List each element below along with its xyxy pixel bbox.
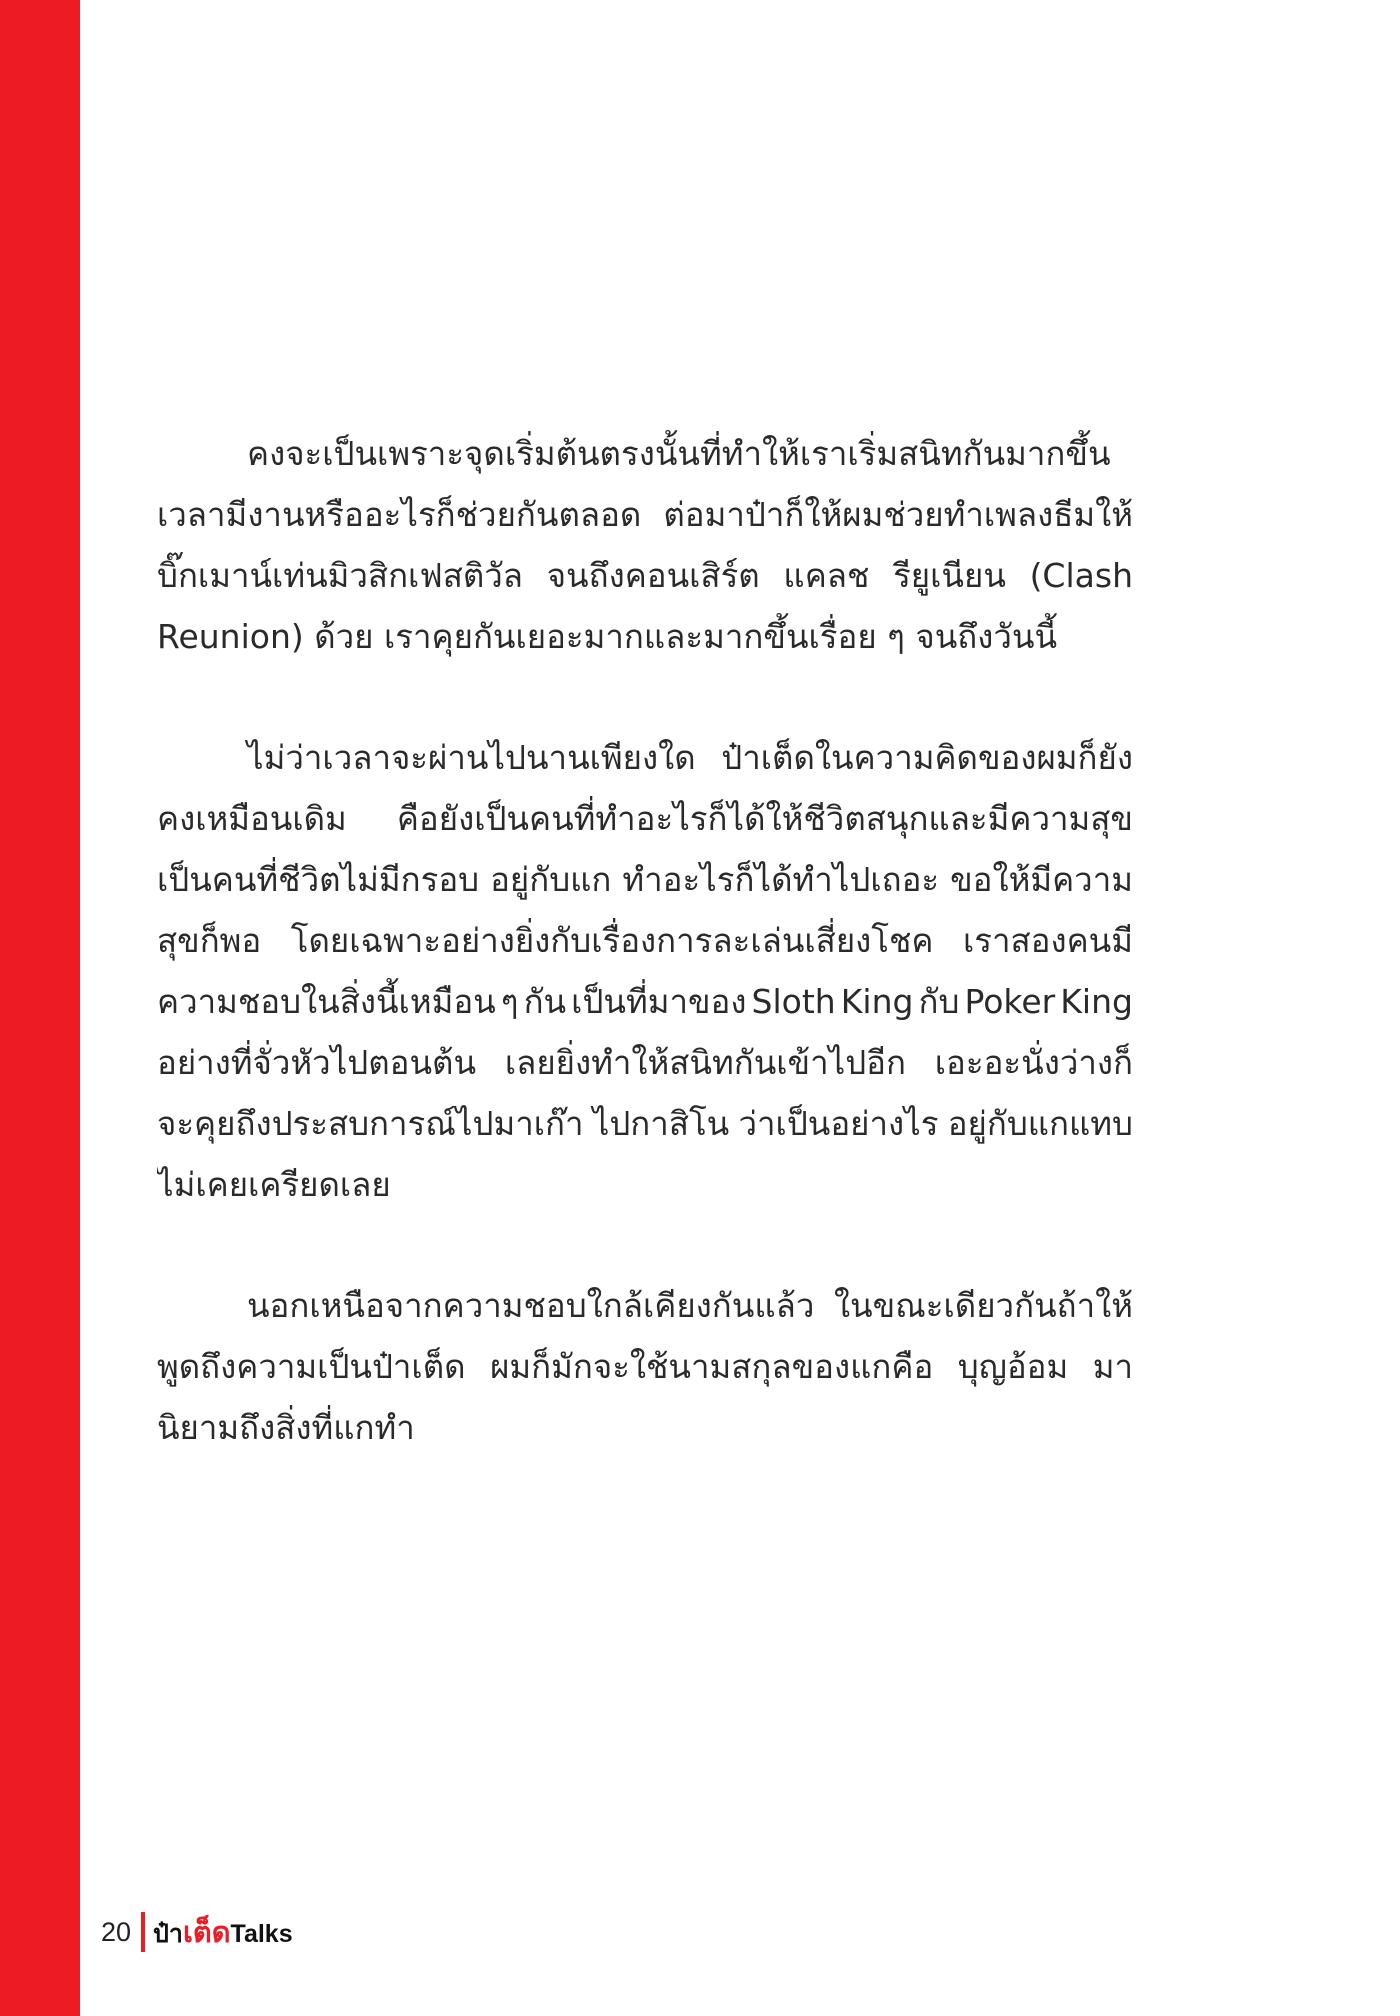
text-word: โดยเฉพาะอย่างยิ่งกับเรื่องการละเล่นเสี่ยงโชค: [290, 921, 934, 960]
text-word: มา: [1092, 1347, 1133, 1386]
text-word: แคลช: [783, 556, 870, 595]
text-word: เป็นคนที่ชีวิตไม่มีกรอบ: [157, 860, 480, 899]
page-footer: [101, 1910, 293, 1954]
text-line: [157, 484, 1133, 545]
text-line: [157, 788, 1133, 849]
text-word: นอกเหนือจากความชอบใกล้เคียงกันแล้ว: [247, 1286, 815, 1325]
text-word: ขอให้มีความ: [950, 860, 1133, 899]
text-line: [157, 545, 1133, 606]
text-word: King: [840, 982, 914, 1021]
text-word: ความชอบในสิ่งนี้เหมือน: [157, 982, 496, 1021]
text-word: King: [1060, 982, 1133, 1021]
text-line: Reunion) ด้วย เราคุยกันเยอะมากและมากขึ้นเรื่อย ๆ จนถึงวันนี้: [157, 617, 1058, 656]
text-word: (Clash: [1029, 556, 1133, 595]
text-word: รียูเนียน: [893, 556, 1006, 595]
text-word: เราสองคนมี: [962, 921, 1133, 960]
brand-logo-part1: ป๋า: [153, 1919, 183, 1948]
paragraph-2: [157, 727, 1133, 1215]
text-word: บิ๊กเมาน์เท่นมิวสิกเฟสติวัล: [157, 556, 524, 595]
text-line: [157, 1093, 1133, 1154]
text-line: [157, 1032, 1133, 1093]
text-word: ผมก็มักจะใช้นามสกุลของแกคือ: [490, 1347, 934, 1386]
text-line: [157, 910, 1133, 971]
text-word: Sloth: [751, 982, 836, 1021]
text-word: เวลามีงานหรืออะไรก็ช่วยกันตลอด: [157, 495, 642, 534]
text-word: คือยังเป็นคนที่ทำอะไรก็ได้ให้ชีวิตสนุกและมีความสุข: [396, 799, 1133, 838]
footer-divider: [141, 1912, 145, 1952]
text-word: เลยยิ่งทำให้สนิทกันเข้าไปอีก: [504, 1043, 906, 1082]
article-body: [157, 423, 1133, 1518]
text-line: [157, 849, 1133, 910]
text-word: เอะอะนั่งว่างก็: [934, 1043, 1133, 1082]
text-word: ไม่ว่าเวลาจะผ่านไปนานเพียงใด: [247, 738, 696, 777]
brand-logo: [153, 1909, 293, 1955]
text-word: พูดถึงความเป็นป๋าเต็ด: [157, 1347, 466, 1386]
text-word: อยู่กับแก: [490, 860, 612, 899]
text-word: ต่อมาป๋าก็ให้ผมช่วยทำเพลงธีมให้: [663, 495, 1133, 534]
text-word: ในขณะเดียวกันถ้าให้: [833, 1286, 1133, 1325]
text-word: สุขก็พอ: [157, 921, 262, 960]
text-word: ๆ: [500, 982, 519, 1021]
text-word: ไปกาสิโน: [592, 1104, 730, 1143]
text-line: [157, 727, 1133, 788]
text-word: ทำอะไรก็ได้ทำไปเถอะ: [622, 860, 940, 899]
text-word: Poker: [964, 982, 1056, 1021]
page-number: 20: [101, 1916, 132, 1947]
text-word: ว่าเป็นอย่างไร: [738, 1104, 939, 1143]
text-word: กับ: [918, 982, 960, 1021]
text-word: จนถึงคอนเสิร์ต: [546, 556, 760, 595]
text-word: ป๋าเต็ดในความคิดของผมก็ยัง: [721, 738, 1133, 777]
text-line: [157, 1336, 1133, 1397]
page-edge-bar: [0, 0, 80, 2016]
text-line: [157, 971, 1133, 1032]
text-line: นิยามถึงสิ่งที่แกทำ: [157, 1408, 415, 1447]
text-word: คงเหมือนเดิม: [157, 799, 347, 838]
text-word: เป็นที่มาของ: [571, 982, 747, 1021]
brand-logo-part2: เต็ด: [182, 1915, 231, 1949]
text-line: คงจะเป็นเพราะจุดเริ่มต้นตรงนั้นที่ทำให้เราเริ่มสนิทกันมากขึ้น: [247, 434, 1111, 473]
text-word: อยู่กับแกแทบ: [947, 1104, 1133, 1143]
text-word: อย่างที่จั่วหัวไปตอนต้น: [157, 1043, 477, 1082]
text-word: กัน: [523, 982, 567, 1021]
text-line: [157, 1275, 1133, 1336]
text-word: บุญอ้อม: [957, 1347, 1069, 1386]
text-word: จะคุยถึงประสบการณ์ไปมาเก๊า: [157, 1104, 584, 1143]
text-line: ไม่เคยเครียดเลย: [157, 1165, 391, 1204]
paragraph-1: [157, 423, 1133, 667]
paragraph-3: [157, 1275, 1133, 1458]
brand-logo-part3: Talks: [230, 1920, 293, 1948]
